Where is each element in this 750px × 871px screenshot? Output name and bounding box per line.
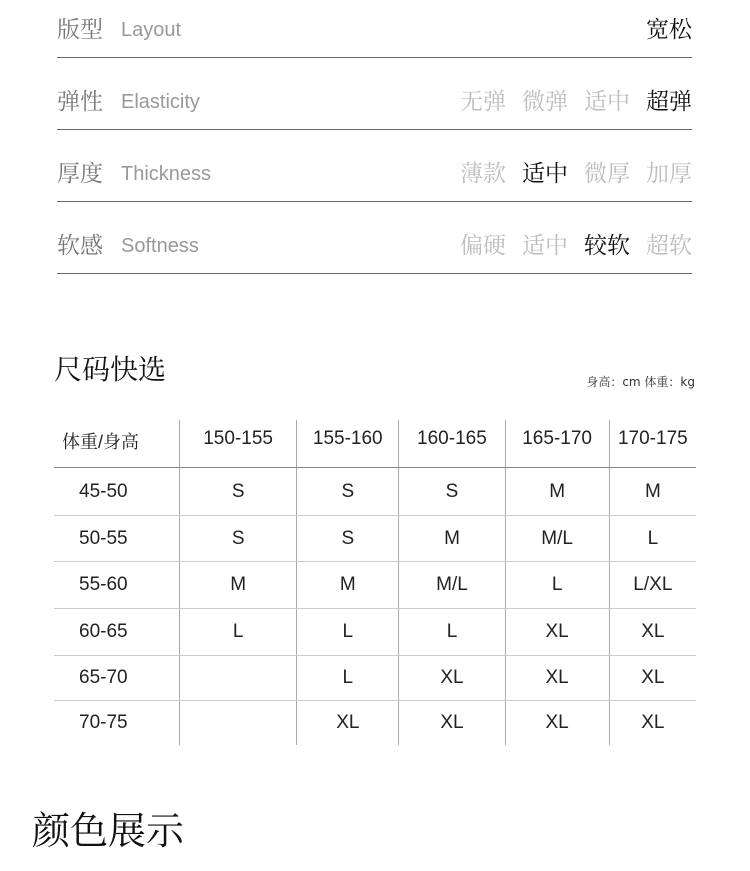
table-row — [54, 609, 696, 656]
size-cell: XL — [505, 609, 609, 655]
attr-option-selected: 较软 — [584, 233, 630, 259]
size-cell: XL — [609, 609, 696, 655]
attr-row-thickness — [57, 129, 692, 202]
table-row — [54, 701, 696, 745]
height-header-cell: 170-175 — [609, 420, 696, 467]
table-row — [54, 516, 696, 562]
table-corner-header: 体重/身高 — [62, 432, 140, 452]
attr-option: 微弹 — [522, 89, 568, 115]
weight-cell: 65-70 — [79, 667, 128, 688]
size-table — [54, 420, 696, 745]
attr-option: 无弹 — [460, 89, 506, 115]
height-header-cell: 160-165 — [398, 420, 504, 467]
weight-cell: 45-50 — [79, 480, 128, 502]
height-header-cell: 150-155 — [179, 420, 296, 467]
attr-row-softness — [57, 201, 692, 274]
size-cell: XL — [505, 701, 609, 745]
table-row — [54, 468, 696, 516]
attr-option: 薄款 — [460, 161, 506, 187]
size-cell: S — [398, 468, 504, 515]
attr-row-layout — [57, 0, 692, 58]
size-cell: XL — [609, 701, 696, 745]
attr-option-selected: 宽松 — [646, 17, 692, 43]
size-cell: L — [505, 562, 609, 608]
attr-label-zh: 版型 — [57, 17, 103, 43]
size-guide-title: 尺码快选 — [54, 353, 167, 386]
weight-cell: 50-55 — [79, 527, 128, 549]
attr-option: 适中 — [522, 233, 568, 259]
size-cell — [179, 656, 296, 700]
attr-option: 偏硬 — [460, 233, 506, 259]
size-cell: L — [398, 609, 504, 655]
weight-cell: 55-60 — [79, 574, 128, 595]
table-row — [54, 656, 696, 701]
attr-option: 适中 — [584, 89, 630, 115]
size-cell: L — [609, 516, 696, 561]
attr-option: 微厚 — [584, 161, 630, 187]
attr-option: 加厚 — [646, 161, 692, 187]
attr-label-en: Elasticity — [121, 91, 200, 113]
attr-label-zh: 软感 — [57, 233, 103, 259]
size-cell — [179, 701, 296, 745]
table-header-row — [54, 420, 696, 468]
size-cell: S — [296, 516, 398, 561]
size-cell: XL — [398, 656, 504, 700]
attr-label-zh: 厚度 — [57, 161, 103, 187]
attr-option-selected: 超弹 — [646, 89, 692, 115]
attr-label-en: Thickness — [121, 163, 212, 185]
weight-cell: 60-65 — [79, 621, 128, 642]
attr-options — [646, 11, 692, 44]
size-cell: M — [505, 468, 609, 515]
size-cell: XL — [505, 656, 609, 700]
size-cell: M — [179, 562, 296, 608]
attr-option: 超软 — [646, 233, 692, 259]
height-header-cell: 165-170 — [505, 420, 609, 467]
size-cell: XL — [609, 656, 696, 700]
color-display-title: 颜色展示 — [32, 809, 185, 853]
size-cell: M — [609, 468, 696, 515]
size-cell: XL — [398, 701, 504, 745]
attr-row-elasticity — [57, 57, 692, 130]
attr-options — [460, 155, 692, 188]
size-cell: S — [179, 516, 296, 561]
size-cell: M — [296, 562, 398, 608]
size-cell: M/L — [505, 516, 609, 561]
attr-label-en: Softness — [121, 235, 199, 257]
weight-cell: 70-75 — [79, 712, 128, 733]
size-cell: M — [398, 516, 504, 561]
attr-options — [460, 83, 692, 116]
attr-label-zh: 弹性 — [57, 89, 103, 115]
attr-options — [460, 227, 692, 260]
size-cell: L — [296, 656, 398, 700]
attr-label-en: Layout — [121, 19, 182, 41]
size-cell: L — [179, 609, 296, 655]
size-cell: S — [296, 468, 398, 515]
unit-note: 身高：cm 体重：kg — [586, 375, 695, 389]
attr-option-selected: 适中 — [522, 161, 568, 187]
size-cell: XL — [296, 701, 398, 745]
table-row — [54, 562, 696, 609]
size-cell: M/L — [398, 562, 504, 608]
size-cell: S — [179, 468, 296, 515]
height-header-cell: 155-160 — [296, 420, 398, 467]
size-cell: L — [296, 609, 398, 655]
size-cell: L/XL — [609, 562, 696, 608]
